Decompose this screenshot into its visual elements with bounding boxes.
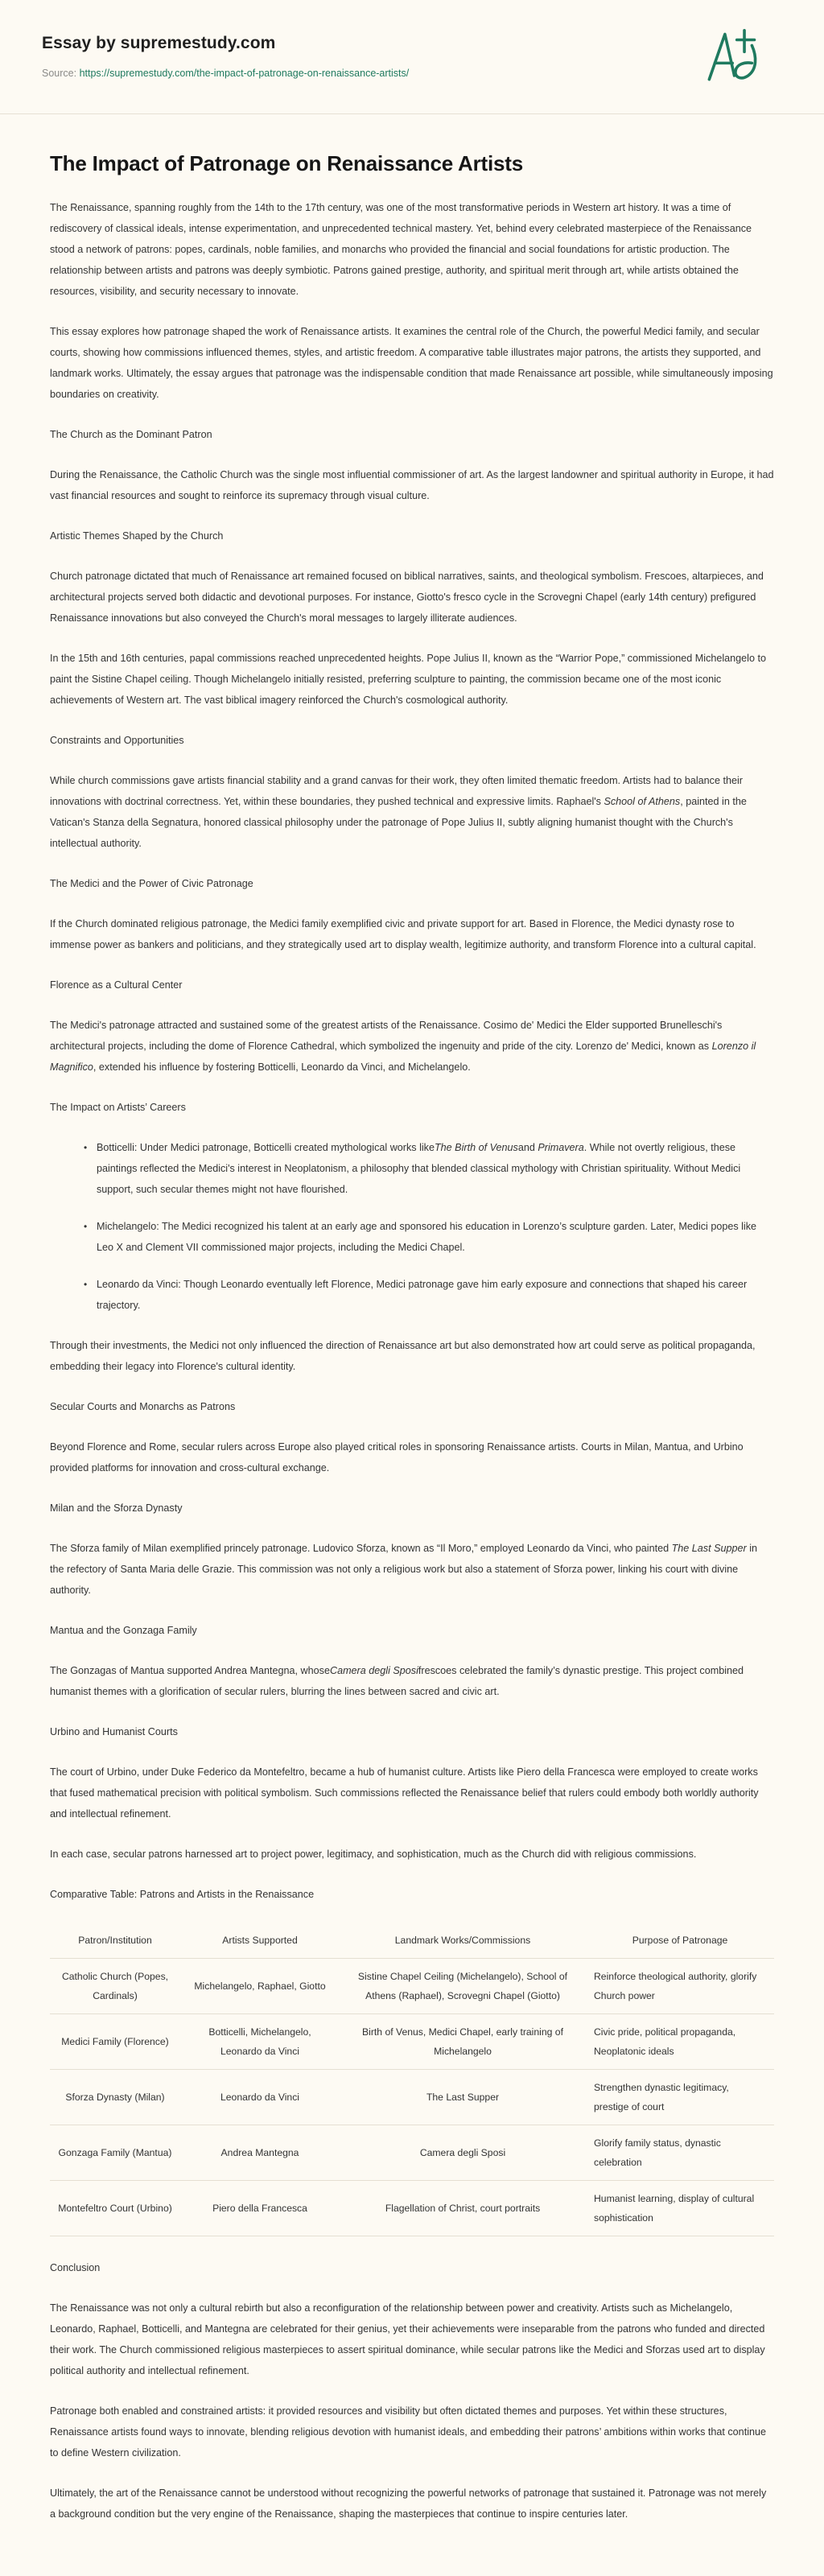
cell-patron: Gonzaga Family (Mantua)	[50, 2125, 180, 2181]
cell-artists: Leonardo da Vinci	[180, 2070, 340, 2125]
florence-text-a: The Medici's patronage attracted and sustained some of the greatest artists of the Renaissance. Cosimo de' Medici the Elder supported Brunelleschi's architectural projects, including the dome of Florence Cathedral, which symbolized the ingenuity and pride of the city. Lorenzo de' Medici, known as	[50, 1020, 723, 1052]
cell-patron: Sforza Dynasty (Milan)	[50, 2070, 180, 2125]
heading-medici: The Medici and the Power of Civic Patronage	[50, 878, 253, 889]
table-row	[50, 1959, 774, 2014]
heading-constraints: Constraints and Opportunities	[50, 735, 184, 746]
heading-mantua-gonzaga: Mantua and the Gonzaga Family	[50, 1625, 197, 1636]
table-row	[50, 2125, 774, 2181]
paragraph-mantua	[50, 1660, 774, 1702]
mantua-text-a: The Gonzagas of Mantua supported Andrea Mantegna, whose	[50, 1665, 330, 1676]
cell-patron: Montefeltro Court (Urbino)	[50, 2181, 180, 2236]
artists-careers-list	[50, 1137, 774, 1316]
column-header-artists: Artists Supported	[180, 1924, 340, 1959]
paragraph-intro-2: This essay explores how patronage shaped the work of Renaissance artists. It examines the central role of the Church, the powerful Medici family, and secular courts, showing how commissions influenced themes, styles, and artistic freedom. A comparative table illustrates major patrons, the artists they supported, and landmark works. Ultimately, the essay argues that patronage was the indispensable condition that made Renaissance art possible, while simultaneously imposing boundaries on creativity.	[50, 326, 773, 400]
table-row	[50, 2014, 774, 2070]
list-item: • Leonardo da Vinci: Though Leonardo eventually left Florence, Medici patronage gave him early exposure and connections that shaped his career trajectory.	[84, 1274, 774, 1316]
title-birth-of-venus: The Birth of Venus	[434, 1142, 518, 1153]
paragraph-secular-1: Beyond Florence and Rome, secular rulers across Europe also played critical roles in sponsoring Renaissance artists. Courts in Milan, Mantua, and Urbino provided platforms for innovation and cross-cultural exchange.	[50, 1441, 744, 1473]
page-title: The Impact of Patronage on Renaissance Artists	[50, 151, 523, 175]
cell-purpose: Glorify family status, dynastic celebration	[586, 2125, 774, 2181]
table-row	[50, 2181, 774, 2236]
cell-works: Camera degli Sposi	[340, 2125, 586, 2181]
title-school-of-athens: School of Athens	[604, 796, 681, 807]
heading-artistic-themes: Artistic Themes Shaped by the Church	[50, 530, 224, 542]
list-item	[84, 1137, 774, 1200]
cell-works: Birth of Venus, Medici Chapel, early training of Michelangelo	[340, 2014, 586, 2070]
paragraph-intro-1: The Renaissance, spanning roughly from the 14th to the 17th century, was one of the most transformative periods in Western art history. It was a time of rediscovery of classical ideals, intense experimentation, and unprecedented technical mastery. Yet, behind every celebrated masterpiece of the Renaissance stood a network of patrons: popes, cardinals, noble families, and monarchs who provided the financial and social foundations for artistic production. The relationship between artists and patrons was deeply symbiotic. Patrons gained prestige, authority, and spiritual merit through art, while artists obtained the resources, visibility, and security necessary to innovate.	[50, 202, 752, 297]
cell-purpose: Civic pride, political propaganda, Neoplatonic ideals	[586, 2014, 774, 2070]
cell-works: Sistine Chapel Ceiling (Michelangelo), School of Athens (Raphael), Scrovegni Chapel (Giotto)	[340, 1959, 586, 2014]
botticelli-lead: Botticelli: Under Medici patronage, Botticelli created mythological works like	[97, 1142, 435, 1153]
milan-text-a: The Sforza family of Milan exemplified princely patronage. Ludovico Sforza, known as “Il Moro,” employed Leonardo da Vinci, who painted	[50, 1543, 672, 1554]
paragraph-florence	[50, 1015, 774, 1078]
title-camera-degli-sposi: Camera degli Sposi	[329, 1665, 418, 1676]
mantua-text-b: frescoes celebrated the family’s dynastic prestige. This project combined humanist themes with a glorification of secular rulers, blurring the lines between sacred and civic art.	[50, 1665, 744, 1697]
heading-church: The Church as the Dominant Patron	[50, 429, 212, 440]
heading-artists-careers: The Impact on Artists’ Careers	[50, 1102, 186, 1113]
botticelli-tail: . While not overtly religious, these paintings reflected the Medici's interest in Neoplatonism, a philosophy that blended classical mythology with Christian spirituality. Without Medici support, such secular themes might not have flourished.	[97, 1142, 741, 1195]
paragraph-conclusion-2: Patronage both enabled and constrained artists: it provided resources and visibility but often dictated themes and purposes. Yet within these structures, Renaissance artists found ways to innovate, blending religious devotion with humanist ideals, and embedding their patrons’ ambitions within works that continue to define Western civilization.	[50, 2405, 766, 2459]
paragraph-constraints	[50, 770, 774, 854]
a-plus-logo-icon	[702, 24, 764, 87]
paragraph-medici-close: Through their investments, the Medici not only influenced the direction of Renaissance art but also demonstrated how art could serve as political propaganda, embedding their legacy into Florence's cultural identity.	[50, 1340, 756, 1372]
table-body	[50, 1959, 774, 2236]
heading-florence: Florence as a Cultural Center	[50, 979, 183, 991]
cell-artists: Piero della Francesca	[180, 2181, 340, 2236]
essay-byline: Essay by supremestudy.com	[42, 34, 276, 52]
table-header-row	[50, 1924, 774, 1959]
paragraph-urbino-1: The court of Urbino, under Duke Federico da Montefeltro, became a hub of humanist culture. Artists like Piero della Francesca were employed to create works that fused mathematical precision with political symbolism. Such commissions reflected the Renaissance belief that rulers could embody both worldly authority and intellectual refinement.	[50, 1766, 759, 1820]
milan-text-b: in the refectory of Santa Maria delle Grazie. This commission was not only a religious work but also a statement of Sforza power, linking his court with divine authority.	[50, 1543, 758, 1596]
heading-secular-courts: Secular Courts and Monarchs as Patrons	[50, 1401, 236, 1412]
list-item: • Michelangelo: The Medici recognized his talent at an early age and sponsored his education in Lorenzo’s sculpture garden. Later, Medici popes like Leo X and Clement VII commissioned major projects, including the Medici Chapel.	[84, 1216, 774, 1258]
cell-purpose: Humanist learning, display of cultural sophistication	[586, 2181, 774, 2236]
heading-conclusion: Conclusion	[50, 2262, 101, 2273]
comparative-table	[50, 1924, 774, 2236]
florence-text-b: , extended his influence by fostering Botticelli, Leonardo da Vinci, and Michelangelo.	[93, 1061, 471, 1073]
cell-patron: Catholic Church (Popes, Cardinals)	[50, 1959, 180, 2014]
cell-patron: Medici Family (Florence)	[50, 2014, 180, 2070]
cell-purpose: Reinforce theological authority, glorify Church power	[586, 1959, 774, 2014]
constraints-text-a: While church commissions gave artists financial stability and a grand canvas for their work, they often limited thematic freedom. Artists had to balance their innovations with doctrinal correctness. Yet, within these boundaries, they pushed technical and expressive limits. Raphael's	[50, 775, 743, 807]
paragraph-themes-1: Church patronage dictated that much of Renaissance art remained focused on biblical narratives, saints, and theological symbolism. Frescoes, altarpieces, and architectural projects served both didactic and devotional purposes. For instance, Giotto's fresco cycle in the Scrovegni Chapel (early 14th century) prefigured Renaissance innovations but also conveyed the Church's moral messages to largely illiterate audiences.	[50, 571, 764, 624]
paragraph-themes-2: In the 15th and 16th centuries, papal commissions reached unprecedented heights. Pope Julius II, known as the “Warrior Pope,” commissioned Michelangelo to paint the Sistine Chapel ceiling. Though Michelangelo initially resisted, preferring sculpture to painting, the commission became one of the most iconic achievements of Western art. The vast biblical imagery reinforced the Church's cosmological authority.	[50, 653, 766, 706]
heading-milan-sforza: Milan and the Sforza Dynasty	[50, 1502, 183, 1514]
cell-works: Flagellation of Christ, court portraits	[340, 2181, 586, 2236]
title-the-last-supper: The Last Supper	[671, 1543, 747, 1554]
cell-works: The Last Supper	[340, 2070, 586, 2125]
paragraph-church-1: During the Renaissance, the Catholic Church was the single most influential commissioner of art. As the largest landowner and spiritual authority in Europe, it had vast financial resources and sought to reinforce its supremacy through visual culture.	[50, 469, 774, 501]
source-label: Source:	[42, 68, 77, 79]
column-header-works: Landmark Works/Commissions	[340, 1924, 586, 1959]
page-header	[0, 0, 824, 109]
table-head	[50, 1924, 774, 1959]
paragraph-milan	[50, 1538, 774, 1601]
paragraph-medici-1: If the Church dominated religious patronage, the Medici family exemplified civic and private support for art. Based in Florence, the Medici dynasty rose to immense power as bankers and politicians, and they strategically used art to display wealth, legitimize authority, and transform Florence into a cultural capital.	[50, 918, 756, 950]
column-header-purpose: Purpose of Patronage	[586, 1924, 774, 1959]
document-body	[0, 114, 824, 2576]
source-line	[42, 68, 409, 79]
cell-purpose: Strengthen dynastic legitimacy, prestige of court	[586, 2070, 774, 2125]
brand-logo	[702, 27, 776, 91]
heading-urbino: Urbino and Humanist Courts	[50, 1726, 178, 1737]
source-url-link[interactable]: https://supremestudy.com/the-impact-of-patronage-on-renaissance-artists/	[79, 68, 410, 79]
cell-artists: Botticelli, Michelangelo, Leonardo da Vinci	[180, 2014, 340, 2070]
column-header-patron: Patron/Institution	[50, 1924, 180, 1959]
paragraph-conclusion-3: Ultimately, the art of the Renaissance cannot be understood without recognizing the powerful networks of patronage that sustained it. Patronage was not merely a background condition but the very engine of the Renaissance, shaping the masterpieces that continue to inspire centuries later.	[50, 2487, 767, 2520]
cell-artists: Andrea Mantegna	[180, 2125, 340, 2181]
heading-comparative-table: Comparative Table: Patrons and Artists in the Renaissance	[50, 1889, 315, 1900]
table-row	[50, 2070, 774, 2125]
paragraph-conclusion-1: The Renaissance was not only a cultural rebirth but also a reconfiguration of the relationship between power and creativity. Artists such as Michelangelo, Leonardo, Raphael, Botticelli, and Mantegna are celebrated for their genius, yet their achievements were inseparable from the patrons who funded and directed their work. The Church commissioned religious masterpieces to assert spiritual dominance, while secular patrons like the Medici and Sforzas used art to display political authority and intellectual refinement.	[50, 2302, 765, 2376]
title-primavera: Primavera	[538, 1142, 584, 1153]
constraints-text-b: , painted in the Vatican's Stanza della Segnatura, honored classical philosophy under the patronage of Pope Julius II, subtly aligning humanist thought with the Church's intellectual authority.	[50, 796, 747, 849]
botticelli-mid: and	[517, 1142, 535, 1153]
header-text-block	[42, 27, 409, 79]
paragraph-urbino-2: In each case, secular patrons harnessed art to project power, legitimacy, and sophistication, much as the Church did with religious commissions.	[50, 1849, 697, 1860]
cell-artists: Michelangelo, Raphael, Giotto	[180, 1959, 340, 2014]
title-lorenzo-il-magnifico: Lorenzo il Magnifico	[50, 1041, 756, 1073]
